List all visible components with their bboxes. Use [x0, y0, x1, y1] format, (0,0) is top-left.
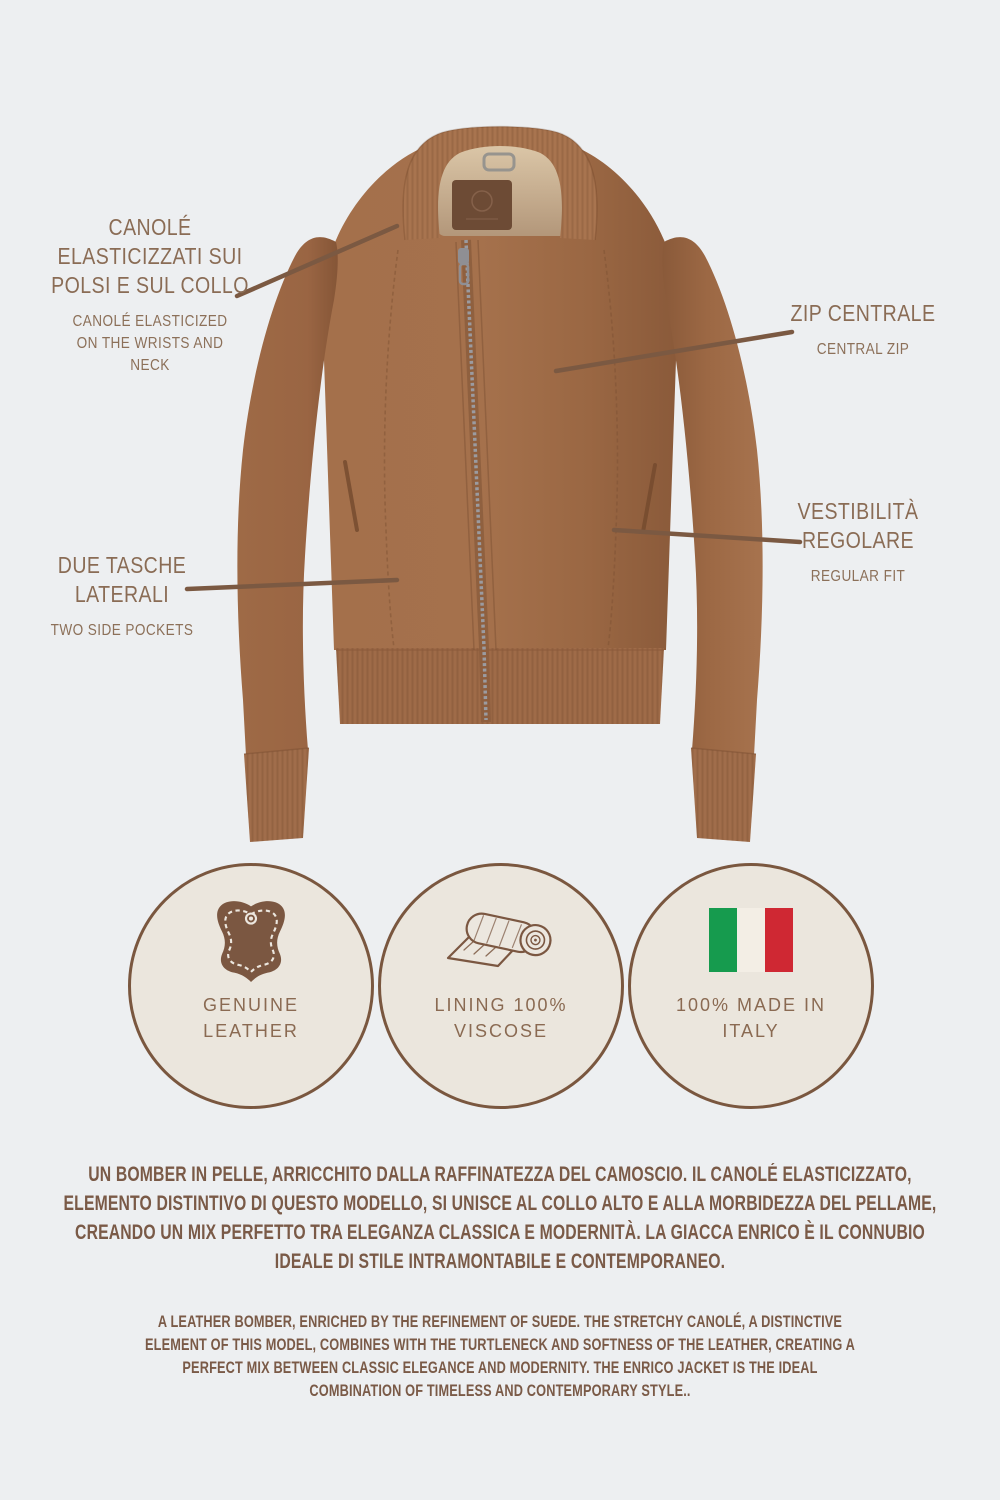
cuff-right	[691, 748, 756, 842]
description-english: A LEATHER BOMBER, ENRICHED BY THE REFINEMENT OF SUEDE. THE STRETCHY CANOLÉ, A DISTINCTIVE ELEMENT OF THIS MODEL, COMBINES WITH THE TURTLENECK AND SOFTNESS OF THE LEATHER, CREATING A PERFECT MIX BETWEEN CLASSIC ELEGANCE AND MODERNITY. THE ENRICO JACKET IS THE IDEAL COMBINATION OF TIMELESS AND CONTEMPORARY STYLE..	[145, 1312, 855, 1400]
cuff-left	[244, 748, 309, 842]
badge-lining-viscose	[378, 863, 624, 1109]
callout-subtitle-line: CENTRAL ZIP	[816, 341, 910, 358]
callout-fit-subtitle	[765, 566, 952, 588]
callout-canole-subtitle	[31, 311, 269, 377]
hem-band	[336, 648, 664, 724]
callout-subtitle-line: NECK	[130, 357, 170, 374]
sleeve-right	[662, 237, 762, 756]
callout-central-zip	[770, 299, 957, 361]
callout-zip-subtitle	[770, 339, 957, 361]
callout-title-line: LATERALI	[74, 581, 170, 607]
callout-pockets-title	[29, 551, 216, 609]
badge-label: GENUINE LEATHER	[202, 995, 299, 1041]
jacket-photo	[237, 127, 762, 843]
feature-badges	[128, 863, 874, 1109]
callout-title-line: VESTIBILITÀ	[797, 498, 919, 524]
callout-title-line: CANOLÉ	[108, 214, 192, 240]
callout-subtitle-line: ON THE WRISTS AND	[76, 335, 224, 352]
fabric-roll-icon	[440, 890, 562, 990]
callout-title-line: ELASTICIZZATI SUI	[57, 243, 243, 269]
callout-title-line: ZIP CENTRALE	[790, 300, 936, 326]
callout-subtitle-line: TWO SIDE POCKETS	[50, 622, 194, 639]
leather-hide-icon	[209, 890, 293, 990]
callout-title-line: POLSI E SUL COLLO	[51, 272, 249, 298]
callout-regular-fit	[765, 497, 952, 588]
zipper-pull	[458, 248, 469, 264]
callout-title-line: REGOLARE	[801, 527, 915, 553]
callout-title-line: DUE TASCHE	[57, 552, 187, 578]
badge-genuine-leather	[128, 863, 374, 1109]
callout-side-pockets	[29, 551, 216, 642]
description-italian: UN BOMBER IN PELLE, ARRICCHITO DALLA RAFFINATEZZA DEL CAMOSCIO. IL CANOLÉ ELASTICIZZATO, ELEMENTO DISTINTIVO DI QUESTO MODELLO, SI UNISCE AL COLLO ALTO E ALLA MORBIDEZZA DEL PELLAME, CREANDO UN MIX PERFETTO TRA ELEGANZA CLASSICA E MODERNITÀ. LA GIACCA ENRICO È IL CONNUBIO IDEALE DI STILE INTRAMONTABILE E CONTEMPORANEO.	[63, 1163, 937, 1273]
callout-subtitle-line: REGULAR FIT	[810, 568, 906, 585]
badge-label: 100% MADE IN ITALY	[675, 995, 827, 1041]
callout-subtitle-line: CANOLÉ ELASTICIZED	[72, 313, 228, 330]
callout-zip-title	[770, 299, 957, 328]
badge-label: LINING 100% VISCOSE	[434, 995, 568, 1041]
badge-made-in-italy	[628, 863, 874, 1109]
italian-flag-icon	[709, 890, 793, 990]
callout-canole	[31, 213, 269, 377]
callout-pockets-subtitle	[29, 620, 216, 642]
brand-patch	[452, 180, 512, 230]
callout-fit-title	[765, 497, 952, 555]
callout-canole-title	[31, 213, 269, 300]
